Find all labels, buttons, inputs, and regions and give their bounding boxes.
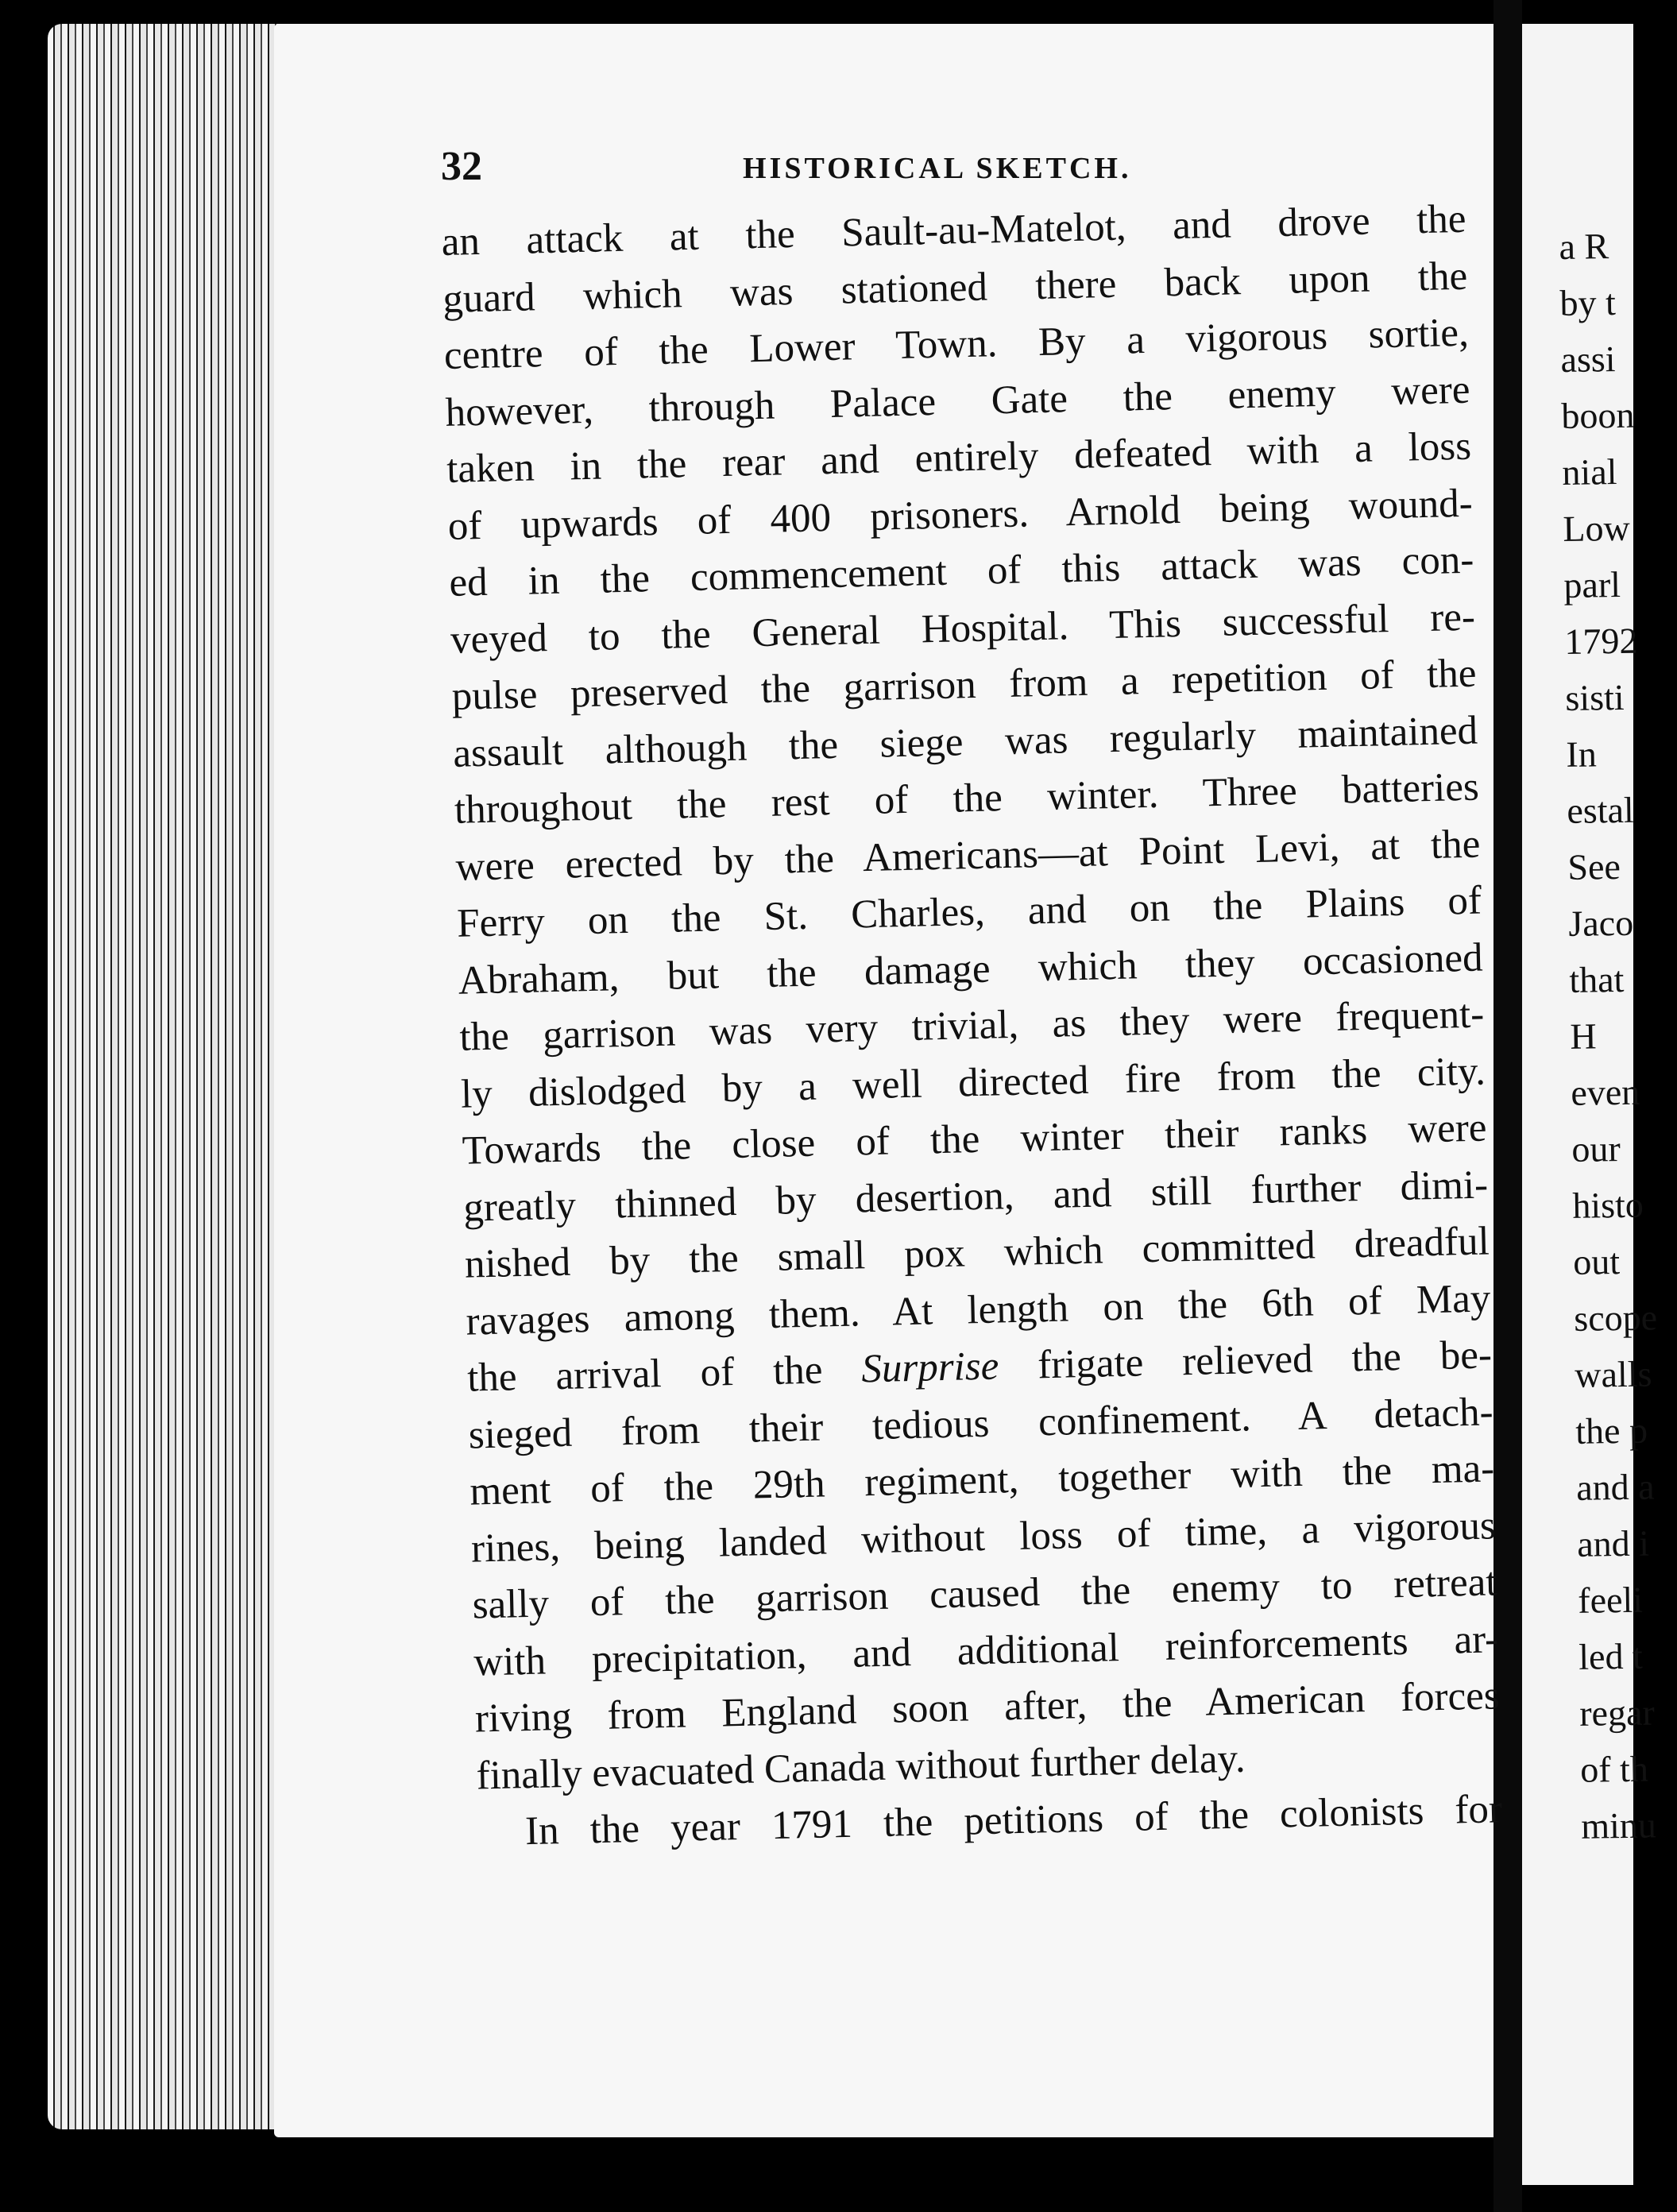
page-header [441,143,1474,199]
text-line: assault although the siege was regularly maintained [452,708,1478,776]
facing-fragment: and a [1575,1466,1655,1508]
facing-fragment: of th [1579,1748,1649,1790]
facing-fragment: by t [1559,282,1617,323]
facing-fragment: Low [1563,507,1631,549]
text-line: In the year 1791 the petitions of the colonists for [524,1787,1503,1854]
facing-fragment: H [1570,1015,1597,1057]
text-line: ly dislodged by a well directed fire from the city. [460,1048,1486,1117]
text-line: veyed to the General Hospital. This successful re- [450,594,1476,663]
facing-fragment: minu [1580,1804,1657,1847]
text-line: finally evacuated Canada without further delay. [475,1736,1246,1798]
text-line: throughout the rest of the winter. Three batteries [454,764,1480,833]
text-line: sally of the garrison caused the enemy to retreat [472,1560,1498,1628]
facing-fragment: Jaco [1568,902,1634,944]
facing-fragment: nial [1562,451,1617,493]
running-head: HISTORICAL SKETCH. [743,152,1132,185]
text-line: the garrison was very trivial, as they were frequent- [458,992,1485,1060]
book-gutter [1493,0,1522,2212]
facing-fragment: parl [1563,563,1621,605]
facing-fragment: sisti [1565,676,1625,718]
text-line: nished by the small pox which committed dreadful [464,1219,1490,1287]
text-line: an attack at the Sault-au-Matelot, and drove the [441,196,1467,265]
text-line: the arrival of the Surprise frigate relieved the be- [466,1332,1493,1401]
page-edges [48,24,302,2129]
text-line: centre of the Lower Town. By a vigorous sortie, [443,310,1470,378]
ship-name: Surprise [860,1344,999,1392]
facing-fragment: walls [1574,1353,1652,1395]
facing-fragment: assi [1560,338,1616,380]
text-line: taken in the rear and entirely defeated with a loss [446,423,1472,492]
text-line: guard which was stationed there back upon the [442,253,1468,322]
facing-fragment: 1792 [1564,620,1638,662]
text-line: Towards the close of the winter their ranks were [462,1105,1488,1174]
text-line: Ferry on the St. Charles, and on the Plains of [456,878,1482,946]
facing-fragment: a R [1559,226,1609,267]
body-text [441,191,1503,1862]
facing-fragment: led t [1578,1635,1644,1677]
text-line: pulse preserved the garrison from a repetition of the [451,651,1478,719]
facing-fragment: feeli [1577,1579,1644,1621]
text-line: riving from England soon after, the American forces [474,1673,1501,1742]
text-line: with precipitation, and additional reinforcements ar- [473,1616,1499,1685]
facing-fragment: even [1571,1071,1640,1113]
text-line: ravages among them. At length on the 6th of May [465,1275,1491,1344]
facing-fragment: See [1567,845,1621,888]
facing-fragment: that [1569,958,1625,1000]
facing-fragment: estal [1567,789,1635,831]
text-line: ed in the commencement of this attack was con- [448,537,1474,605]
text-line: rines, being landed without loss of time, a vigorous [470,1502,1497,1572]
text-line: however, through Palace Gate the enemy were [445,367,1470,435]
facing-fragment: our [1571,1128,1621,1170]
facing-fragment: regar [1578,1692,1656,1734]
page-number: 32 [441,144,482,189]
facing-fragment: In [1566,733,1598,775]
facing-fragment: and i [1576,1522,1650,1564]
text-line: greatly thinned by desertion, and still further dimi- [462,1162,1489,1231]
facing-fragment: out [1572,1241,1621,1282]
facing-fragment: the p [1575,1410,1648,1452]
text-line: were erected by the Americans—at Point Levi, at the [455,822,1481,890]
facing-fragment: histo [1571,1184,1644,1226]
text-line: sieged from their tedious confinement. A detach- [468,1389,1494,1458]
facing-fragment: scope [1573,1297,1658,1339]
facing-fragment: boon [1561,394,1635,436]
text-line: of upwards of 400 prisoners. Arnold being wound- [447,481,1474,549]
text-line: Abraham, but the damage which they occasioned [458,934,1484,1004]
text-line: ment of the 29th regiment, together with the ma- [469,1446,1495,1514]
